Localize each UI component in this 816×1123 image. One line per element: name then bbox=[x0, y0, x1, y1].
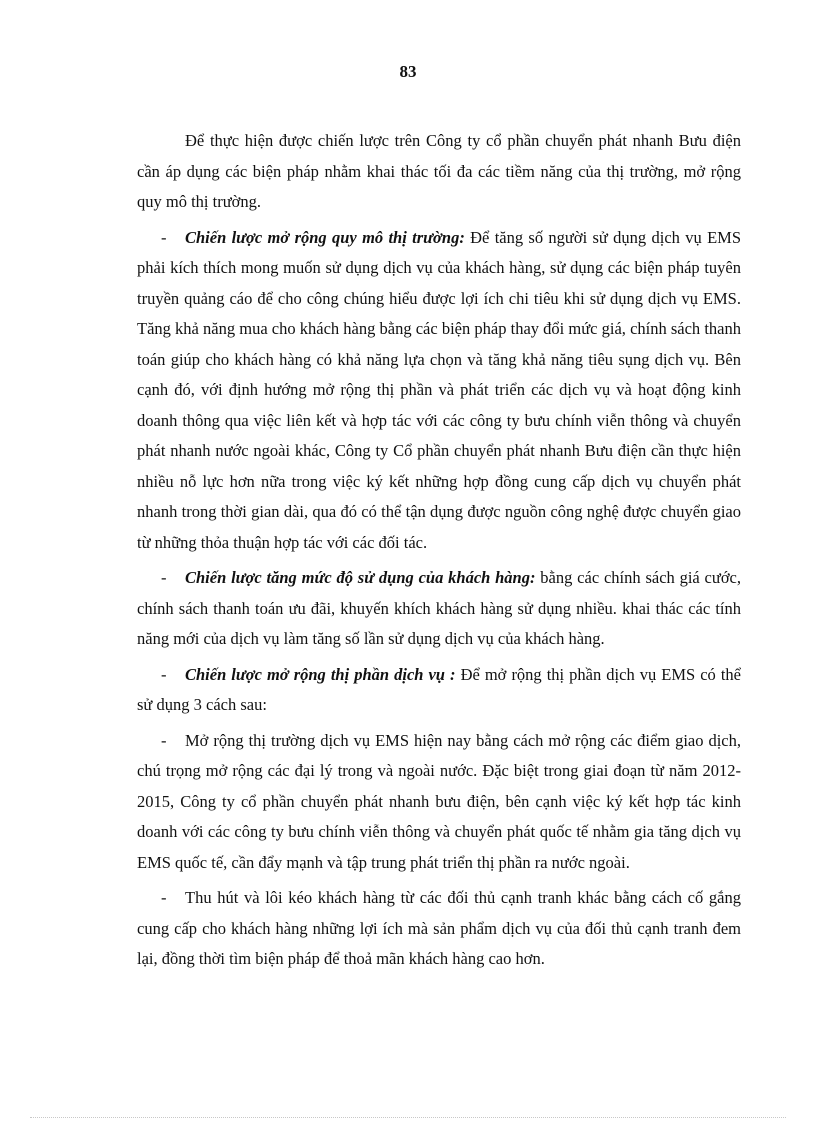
method-attract-customers-paragraph bbox=[137, 883, 741, 975]
bullet-dash: - bbox=[161, 664, 167, 684]
method-expand-market-paragraph bbox=[137, 726, 741, 879]
paragraph-text: Thu hút và lôi kéo khách hàng từ các đối thủ cạnh tranh khác bằng cách cố gắng cung cấp cho khách hàng những lợi ích mà sản phẩm dịch vụ của đối thủ cạnh tranh đem lại, đồng thời tìm biện pháp để thoả mãn khách hàng cao hơn. bbox=[137, 888, 741, 968]
strategy-market-scale-paragraph bbox=[137, 223, 741, 559]
page-number: 83 bbox=[399, 62, 417, 81]
bullet-dash: - bbox=[161, 888, 167, 907]
paragraph-text: Mở rộng thị trường dịch vụ EMS hiện nay bằng cách mở rộng các điểm giao dịch, chú trọng mở rộng các đại lý trong và ngoài nước. Đặc biệt trong giai đoạn từ năm 2012-2015, Công ty cổ phần chuyển phát nhanh bưu điện, bên cạnh việc ký kết hợp tác kinh doanh với các công ty bưu chính viễn thông và chuyển phát quốc tế nhằm gia tăng dịch vụ EMS quốc tế, cần đẩy mạnh và tập trung phát triển thị phần ra nước ngoài. bbox=[137, 730, 741, 872]
strategy-heading: Chiến lược mở rộng quy mô thị trường: bbox=[185, 227, 465, 247]
strategy-heading: Chiến lược tăng mức độ sử dụng của khách hàng: bbox=[185, 568, 536, 587]
paragraph-text: bằng các chính sách giá cước, chính sách thanh toán ưu đãi, khuyến khích khách hàng sử dụng nhiều. khai thác các tính năng mới của dịch vụ làm tăng số lần sử dụng dịch vụ của khách hàng. bbox=[137, 568, 741, 648]
body-text bbox=[137, 126, 741, 980]
strategy-usage-level-paragraph bbox=[137, 563, 741, 655]
intro-paragraph: Để thực hiện được chiến lược trên Công ty cổ phần chuyển phát nhanh Bưu điện cần áp dụng các biện pháp nhằm khai thác tối đa các tiềm năng của thị trường, mở rộng quy mô thị trường. bbox=[137, 131, 741, 211]
footer-divider bbox=[30, 1117, 786, 1118]
bullet-dash: - bbox=[161, 730, 167, 750]
bullet-dash: - bbox=[161, 568, 167, 587]
paragraph-text: Để tăng số người sử dụng dịch vụ EMS phải kích thích mong muốn sử dụng dịch vụ của khách hàng, sử dụng các biện pháp tuyên truyền quảng cáo để cho công chúng hiểu được lợi ích chi tiêu khi sử dụng dịch vụ EMS. Tăng khả năng mua cho khách hàng bằng các biện pháp thay đổi mức giá, chính sách thanh toán giúp cho khách hàng có khả năng lựa chọn và tăng khả năng tiêu sụng dịch vụ. Bên cạnh đó, với định hướng mở rộng thị phần và phát triển các dịch vụ và hoạt động kinh doanh thông qua việc liên kết và hợp tác với các công ty bưu chính viễn thông và chuyển phát nhanh nước ngoài khác, Công ty Cổ phần chuyển phát nhanh Bưu điện cần thực hiện nhiều nỗ lực hơn nữa trong việc ký kết những hợp đồng cung cấp dịch vụ chuyển phát nhanh trong thời gian dài, qua đó có thể tận dụng được nguồn công nghệ được chuyển giao từ những thỏa thuận hợp tác với các đối tác. bbox=[137, 227, 741, 552]
bullet-dash: - bbox=[161, 227, 167, 247]
strategy-heading: Chiến lược mở rộng thị phần dịch vụ : bbox=[185, 664, 456, 684]
strategy-market-share-paragraph bbox=[137, 660, 741, 721]
paragraph-text: Để mở rộng thị phần dịch vụ EMS có thể sử dụng 3 cách sau: bbox=[137, 664, 741, 714]
